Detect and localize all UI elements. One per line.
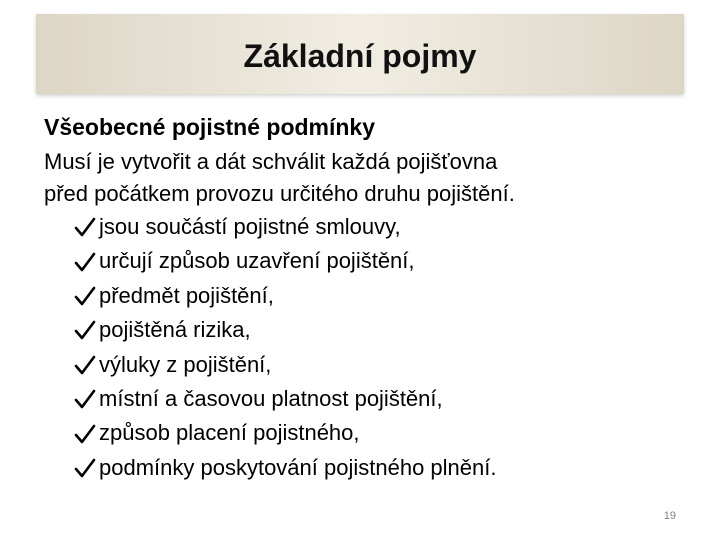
intro-text (44, 146, 684, 210)
checkmark-icon (74, 457, 96, 479)
checkmark-icon (74, 285, 96, 307)
checkmark-icon (74, 216, 96, 238)
page-number: 19 (663, 510, 676, 522)
checkmark-icon (74, 251, 96, 273)
list-item-text: jsou součástí pojistné smlouvy, (99, 214, 401, 239)
checkmark-icon (74, 319, 96, 341)
list-item (74, 210, 684, 244)
list-item-text: pojištěná rizika, (99, 317, 251, 343)
intro-line: Musí je vytvořit a dát schválit každá pojišťovna (44, 149, 498, 174)
list-item-text: výluky z pojištění, (99, 351, 272, 377)
list-item (74, 313, 684, 347)
checkmark-icon (74, 423, 96, 445)
conditions-list (44, 210, 684, 485)
checkmark-icon (74, 354, 96, 376)
list-item-text: určují způsob uzavření pojištění, (99, 248, 415, 274)
list-item (74, 382, 684, 416)
list-item (74, 416, 684, 450)
checkmark-icon (74, 388, 96, 410)
title-bar (36, 14, 684, 94)
list-item-text: způsob placení pojistného, (99, 420, 360, 446)
slide-title: Základní pojmy (243, 38, 477, 74)
intro-line: před počátkem provozu určitého druhu pojištění. (44, 181, 515, 206)
list-item (74, 279, 684, 313)
list-item-text: předmět pojištění, (99, 282, 274, 308)
list-item-text: místní a časovou platnost pojištění, (99, 385, 443, 411)
section-heading: Všeobecné pojistné podmínky (44, 114, 376, 140)
slide-content (44, 110, 684, 485)
list-item (74, 451, 684, 485)
list-item-text: podmínky poskytování pojistného plnění. (99, 454, 497, 480)
list-item (74, 348, 684, 382)
list-item (74, 244, 684, 278)
